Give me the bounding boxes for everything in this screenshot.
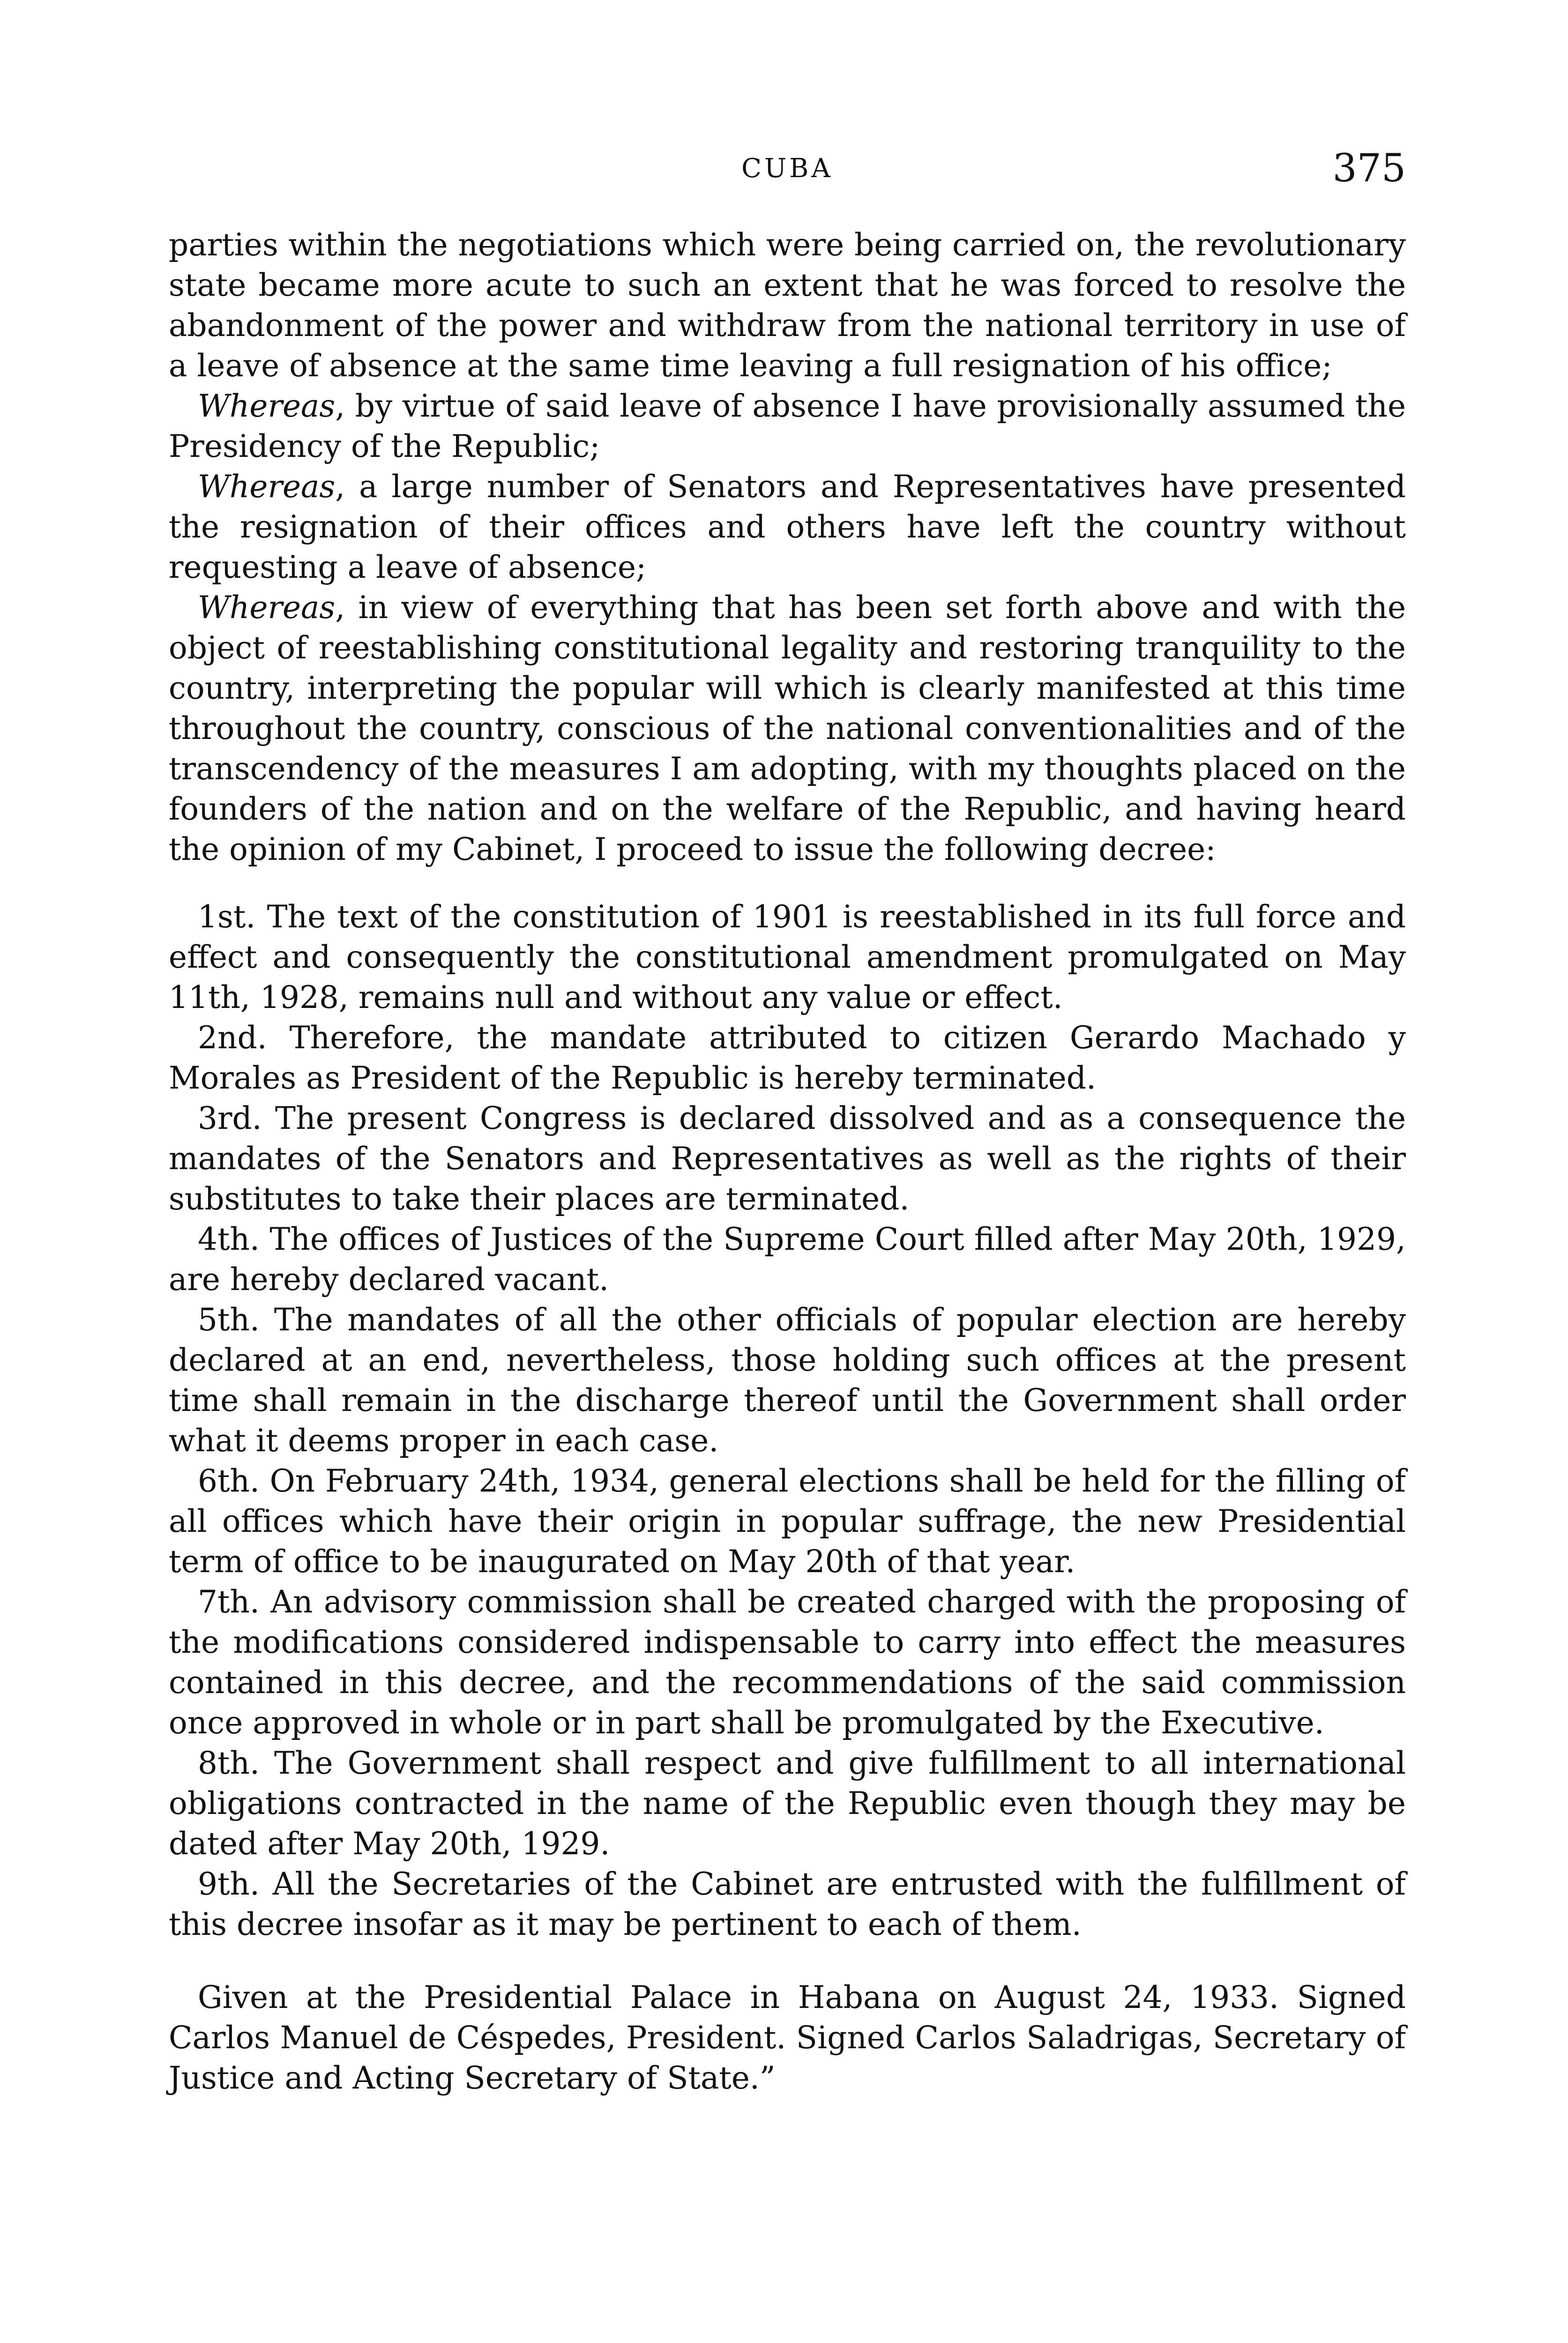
running-head: CUBA [741, 153, 833, 184]
whereas-clause-1 [169, 386, 1406, 467]
decree-article-4: 4th. The offices of Justices of the Supreme Court filled after May 20th, 1929, are hereby declared vacant. [169, 1221, 1406, 1298]
decree-article-8: 8th. The Government shall respect and give fulfillment to all international obligations contracted in the name of the Republic even though they may be dated after May 20th, 1929. [169, 1745, 1406, 1862]
decree-article-6: 6th. On February 24th, 1934, general elections shall be held for the filling of all offices which have their origin in popular suffrage, the new Presidential term of office to be inaugurated on May 20th of that year. [169, 1463, 1406, 1580]
whereas-clause-2 [169, 467, 1406, 588]
decree-article-3: 3rd. The present Congress is declared dissolved and as a consequence the mandates of the Senators and Representatives as well as the rights of their substitutes to take their places are terminated. [169, 1100, 1406, 1217]
decree-article-1: 1st. The text of the constitution of 1901 is reestablished in its full force and effect and consequently the constitutional amendment promulgated on May 11th, 1928, remains null and without any value or effect. [169, 899, 1406, 1015]
decree-article-2: 2nd. Therefore, the mandate attributed to citizen Gerardo Machado y Morales as President of the Republic is hereby terminated. [169, 1020, 1406, 1096]
body-text [169, 225, 1406, 2098]
paragraph-continuation: parties within the negotiations which were being carried on, the revolutionary state became more acute to such an extent that he was forced to resolve the abandonment of the power and withdraw from the national territory in use of a leave of absence at the same time leaving a full resignation of his office; [169, 227, 1406, 384]
whereas-text: , by virtue of said leave of absence I have provisionally assumed the Presidency of the Republic; [169, 388, 1406, 464]
decree-article-7: 7th. An advisory commission shall be created charged with the proposing of the modifications considered indispensable to carry into effect the measures contained in this decree, and the recommendations of the said commission once approved in whole or in part shall be promulgated by the Executive. [169, 1584, 1406, 1741]
decree-article-9: 9th. All the Secretaries of the Cabinet are entrusted with the fulfillment of this decree insofar as it may be pertinent to each of them. [169, 1866, 1406, 1942]
closing-paragraph: Given at the Presidential Palace in Habana on August 24, 1933. Signed Carlos Manuel de Céspedes, President. Signed Carlos Saladrigas, Secretary of Justice and Acting Secretary of State.” [169, 1979, 1406, 2096]
whereas-lead: Whereas [198, 589, 336, 626]
whereas-text: , a large number of Senators and Representatives have presented the resignation of their offices and others have left the country without requesting a leave of absence; [169, 469, 1406, 585]
page-number: 375 [1332, 146, 1406, 191]
page-header [169, 146, 1406, 201]
whereas-lead: Whereas [198, 388, 336, 424]
whereas-text: , in view of everything that has been set forth above and with the object of reestablishing constitutional legality and restoring tranquility to the country, interpreting the popular will which is clearly manifested at this time throughout the country, conscious of the national conventionalities and of the transcendency of the measures I am adopting, with my thoughts placed on the founders of the nation and on the welfare of the Republic, and having heard the opinion of my Cabinet, I proceed to issue the following decree: [169, 589, 1406, 867]
whereas-clause-3 [169, 588, 1406, 870]
decree-article-5: 5th. The mandates of all the other officials of popular election are hereby declared at an end, nevertheless, those holding such offices at the present time shall remain in the discharge thereof until the Government shall order what it deems proper in each case. [169, 1302, 1406, 1459]
whereas-lead: Whereas [198, 469, 336, 505]
